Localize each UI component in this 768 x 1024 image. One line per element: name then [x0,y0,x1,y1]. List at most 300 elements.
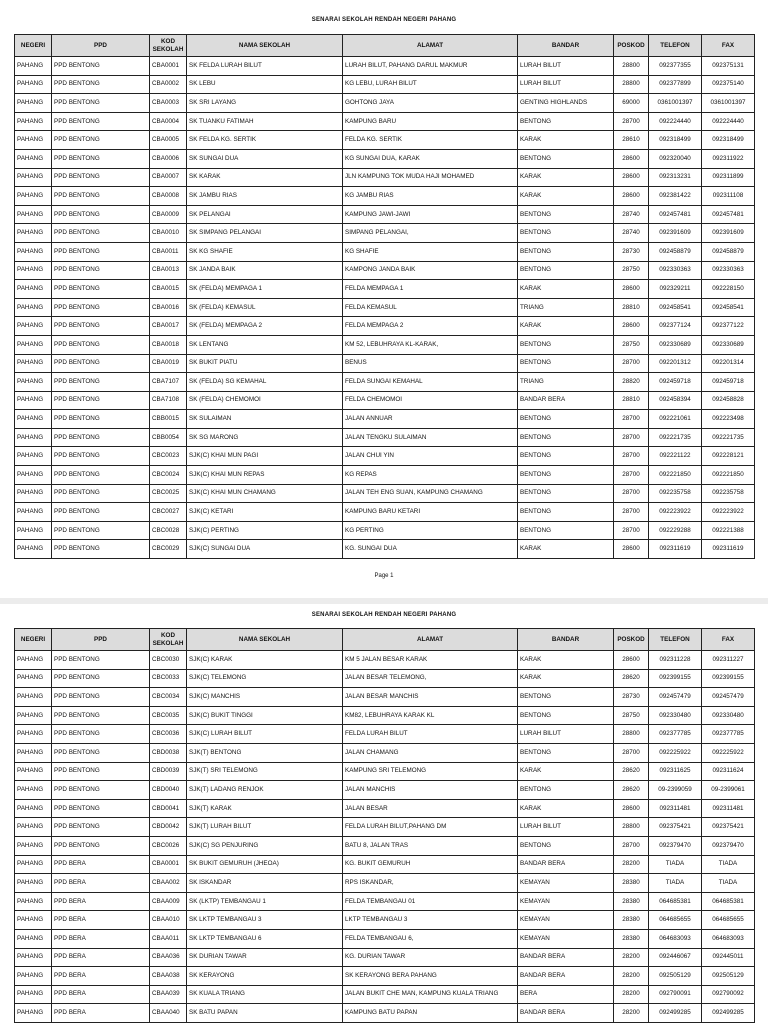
cell-fax: 092311619 [702,540,755,559]
cell-nama-sekolah: SJK(T) SRI TELEMONG [187,762,343,781]
cell-nama-sekolah: SK LENTANG [187,335,343,354]
table-row [15,651,755,670]
cell-fax: TIADA [702,855,755,874]
document-page-2 [0,604,768,1024]
cell-telefon: TIADA [649,855,702,874]
cell-ppd: PPD BENTONG [52,224,150,243]
cell-kod-sekolah: CBC0026 [150,836,187,855]
cell-negeri: PAHANG [15,187,52,206]
table-row [15,187,755,206]
cell-negeri: PAHANG [15,874,52,893]
cell-alamat: RPS ISKANDAR, [343,874,518,893]
cell-bandar: KARAK [518,131,614,150]
cell-kod-sekolah: CBA0017 [150,317,187,336]
cell-poskod: 28700 [614,447,649,466]
cell-kod-sekolah: CBA0005 [150,131,187,150]
cell-alamat: KG PERTING [343,521,518,540]
cell-nama-sekolah: SJK(C) KARAK [187,651,343,670]
cell-fax: TIADA [702,874,755,893]
cell-bandar: BENTONG [518,503,614,522]
cell-negeri: PAHANG [15,298,52,317]
cell-fax: 092457479 [702,688,755,707]
cell-alamat: KG REPAS [343,466,518,485]
cell-ppd: PPD BERA [52,1004,150,1023]
cell-telefon: 064685381 [649,892,702,911]
cell-fax: 092330689 [702,335,755,354]
table-row [15,985,755,1004]
cell-telefon: 092311228 [649,651,702,670]
cell-ppd: PPD BERA [52,855,150,874]
cell-alamat: GOHTONG JAYA [343,94,518,113]
cell-poskod: 28380 [614,911,649,930]
cell-telefon: 092375421 [649,818,702,837]
cell-alamat: KG SHAFIE [343,242,518,261]
cell-nama-sekolah: SK SG MARONG [187,428,343,447]
cell-alamat: JALAN TENGKU SULAIMAN [343,428,518,447]
table-row [15,503,755,522]
cell-fax: 064685381 [702,892,755,911]
cell-nama-sekolah: SK KG SHAFIE [187,242,343,261]
cell-alamat: KAMPUNG JAWI-JAWI [343,205,518,224]
cell-nama-sekolah: SK (FELDA) MEMPAGA 1 [187,280,343,299]
cell-poskod: 28820 [614,373,649,392]
table-row [15,205,755,224]
cell-nama-sekolah: SJK(C) KHAI MUN REPAS [187,466,343,485]
table-body [15,57,755,559]
cell-kod-sekolah: CBB0054 [150,428,187,447]
cell-fax: 092330363 [702,261,755,280]
cell-telefon: 09-2399059 [649,781,702,800]
cell-ppd: PPD BENTONG [52,354,150,373]
cell-kod-sekolah: CBAA040 [150,1004,187,1023]
cell-poskod: 28730 [614,688,649,707]
table-row [15,799,755,818]
cell-nama-sekolah: SK JAMBU RIAS [187,187,343,206]
cell-ppd: PPD BENTONG [52,799,150,818]
cell-bandar: LURAH BILUT [518,725,614,744]
column-header-alamat: ALAMAT [343,629,518,651]
cell-ppd: PPD BENTONG [52,187,150,206]
cell-kod-sekolah: CBD0041 [150,799,187,818]
cell-negeri: PAHANG [15,929,52,948]
column-header-kod-sekolah: KOD SEKOLAH [150,35,187,57]
cell-negeri: PAHANG [15,985,52,1004]
cell-poskod: 28800 [614,725,649,744]
cell-kod-sekolah: CBAA011 [150,929,187,948]
cell-fax: 092311481 [702,799,755,818]
cell-bandar: TRIANG [518,298,614,317]
cell-negeri: PAHANG [15,354,52,373]
table-row [15,280,755,299]
school-table [14,628,755,1023]
cell-poskod: 28600 [614,317,649,336]
cell-ppd: PPD BENTONG [52,131,150,150]
cell-ppd: PPD BERA [52,967,150,986]
cell-nama-sekolah: SK BATU PAPAN [187,1004,343,1023]
table-row [15,521,755,540]
cell-bandar: BANDAR BERA [518,1004,614,1023]
cell-alamat: FELDA LURAH BILUT,PAHANG DM [343,818,518,837]
cell-fax: 092375421 [702,818,755,837]
cell-kod-sekolah: CBAA002 [150,874,187,893]
cell-bandar: GENTING HIGHLANDS [518,94,614,113]
cell-kod-sekolah: CBA0006 [150,149,187,168]
cell-nama-sekolah: SJK(C) LURAH BILUT [187,725,343,744]
cell-ppd: PPD BENTONG [52,317,150,336]
cell-kod-sekolah: CBC0024 [150,466,187,485]
cell-alamat: KG SUNGAI DUA, KARAK [343,149,518,168]
cell-negeri: PAHANG [15,168,52,187]
cell-ppd: PPD BENTONG [52,391,150,410]
cell-nama-sekolah: SK BUKIT PIATU [187,354,343,373]
cell-negeri: PAHANG [15,131,52,150]
table-row [15,168,755,187]
cell-alamat: LKTP TEMBANGAU 3 [343,911,518,930]
cell-nama-sekolah: SK JANDA BAIK [187,261,343,280]
cell-nama-sekolah: SK FELDA KG. SERTIK [187,131,343,150]
table-row [15,818,755,837]
cell-poskod: 28730 [614,242,649,261]
cell-negeri: PAHANG [15,410,52,429]
cell-telefon: 092235758 [649,484,702,503]
cell-ppd: PPD BENTONG [52,503,150,522]
cell-telefon: 064685655 [649,911,702,930]
cell-bandar: BANDAR BERA [518,855,614,874]
table-body [15,651,755,1023]
cell-alamat: KG LEBU, LURAH BILUT [343,75,518,94]
cell-telefon: 092330689 [649,335,702,354]
cell-poskod: 28700 [614,428,649,447]
cell-negeri: PAHANG [15,261,52,280]
cell-alamat: JALAN BESAR TELEMONG, [343,669,518,688]
table-row [15,224,755,243]
column-header-poskod: POSKOD [614,35,649,57]
cell-bandar: BENTONG [518,484,614,503]
cell-telefon: 092458879 [649,242,702,261]
cell-fax: 092201314 [702,354,755,373]
cell-poskod: 28700 [614,466,649,485]
table-header-row [15,35,755,57]
cell-telefon: 092330480 [649,706,702,725]
cell-nama-sekolah: SK LEBU [187,75,343,94]
cell-kod-sekolah: CBA0008 [150,187,187,206]
table-row [15,335,755,354]
cell-negeri: PAHANG [15,373,52,392]
cell-fax: 092375131 [702,57,755,76]
cell-bandar: LURAH BILUT [518,75,614,94]
cell-kod-sekolah: CBA0018 [150,335,187,354]
cell-poskod: 28200 [614,948,649,967]
table-row [15,373,755,392]
cell-nama-sekolah: SJK(C) KHAI MUN PAGI [187,447,343,466]
cell-alamat: FELDA KEMASUL [343,298,518,317]
cell-ppd: PPD BENTONG [52,706,150,725]
cell-nama-sekolah: SK LKTP TEMBANGAU 6 [187,929,343,948]
table-row [15,112,755,131]
cell-ppd: PPD BENTONG [52,373,150,392]
column-header-negeri: NEGERI [15,629,52,651]
cell-alamat: KM 5 JALAN BESAR KARAK [343,651,518,670]
cell-negeri: PAHANG [15,1004,52,1023]
cell-poskod: 28740 [614,205,649,224]
cell-kod-sekolah: CBD0042 [150,818,187,837]
column-header-nama-sekolah: NAMA SEKOLAH [187,629,343,651]
cell-fax: 092311108 [702,187,755,206]
cell-poskod: 28600 [614,651,649,670]
table-row [15,874,755,893]
cell-poskod: 28810 [614,391,649,410]
cell-fax: 092499285 [702,1004,755,1023]
cell-poskod: 28200 [614,985,649,1004]
column-header-ppd: PPD [52,629,150,651]
cell-ppd: PPD BENTONG [52,836,150,855]
cell-ppd: PPD BENTONG [52,743,150,762]
cell-bandar: BENTONG [518,242,614,261]
cell-alamat: FELDA CHEMOMOI [343,391,518,410]
cell-kod-sekolah: CBD0038 [150,743,187,762]
cell-bandar: KARAK [518,187,614,206]
cell-telefon: 092377124 [649,317,702,336]
cell-negeri: PAHANG [15,391,52,410]
cell-ppd: PPD BENTONG [52,651,150,670]
cell-telefon: 092499285 [649,1004,702,1023]
column-header-fax: FAX [702,629,755,651]
cell-negeri: PAHANG [15,725,52,744]
cell-alamat: SK KERAYONG BERA PAHANG [343,967,518,986]
cell-poskod: 28810 [614,298,649,317]
cell-poskod: 28700 [614,836,649,855]
cell-kod-sekolah: CBC0033 [150,669,187,688]
cell-kod-sekolah: CBA0007 [150,168,187,187]
cell-ppd: PPD BENTONG [52,410,150,429]
cell-bandar: BENTONG [518,354,614,373]
cell-alamat: SIMPANG PELANGAI, [343,224,518,243]
table-row [15,706,755,725]
cell-negeri: PAHANG [15,836,52,855]
cell-fax: 092221388 [702,521,755,540]
table-row [15,131,755,150]
cell-fax: 092225922 [702,743,755,762]
cell-negeri: PAHANG [15,484,52,503]
cell-kod-sekolah: CBC0035 [150,706,187,725]
cell-negeri: PAHANG [15,911,52,930]
cell-ppd: PPD BENTONG [52,669,150,688]
cell-bandar: BENTONG [518,335,614,354]
cell-poskod: 28620 [614,762,649,781]
cell-alamat: JALAN BESAR [343,799,518,818]
cell-kod-sekolah: CBC0036 [150,725,187,744]
cell-bandar: KARAK [518,540,614,559]
cell-negeri: PAHANG [15,317,52,336]
table-row [15,967,755,986]
cell-alamat: JALAN CHUI YIN [343,447,518,466]
cell-telefon: 092311619 [649,540,702,559]
cell-kod-sekolah: CBAA039 [150,985,187,1004]
cell-bandar: BENTONG [518,261,614,280]
table-row [15,929,755,948]
cell-bandar: BENTONG [518,428,614,447]
cell-fax: 092228121 [702,447,755,466]
cell-alamat: KM 52, LEBUHRAYA KL-KARAK, [343,335,518,354]
cell-kod-sekolah: CBC0029 [150,540,187,559]
cell-alamat: JALAN ANNUAR [343,410,518,429]
cell-nama-sekolah: SJK(T) BENTONG [187,743,343,762]
cell-poskod: 28750 [614,706,649,725]
cell-nama-sekolah: SJK(T) KARAK [187,799,343,818]
cell-alamat: FELDA SUNGAI KEMAHAL [343,373,518,392]
cell-telefon: 092457481 [649,205,702,224]
table-row [15,781,755,800]
cell-poskod: 28800 [614,57,649,76]
cell-negeri: PAHANG [15,335,52,354]
cell-bandar: TRIANG [518,373,614,392]
cell-ppd: PPD BERA [52,892,150,911]
cell-bandar: BANDAR BERA [518,967,614,986]
cell-fax: 092377785 [702,725,755,744]
column-header-fax: FAX [702,35,755,57]
cell-negeri: PAHANG [15,688,52,707]
cell-fax: 092445011 [702,948,755,967]
column-header-bandar: BANDAR [518,35,614,57]
cell-telefon: 092505129 [649,967,702,986]
cell-poskod: 28700 [614,410,649,429]
cell-ppd: PPD BENTONG [52,94,150,113]
cell-kod-sekolah: CBB0015 [150,410,187,429]
cell-bandar: BENTONG [518,205,614,224]
cell-ppd: PPD BENTONG [52,466,150,485]
cell-fax: 0361001397 [702,94,755,113]
cell-ppd: PPD BENTONG [52,280,150,299]
cell-kod-sekolah: CBC0034 [150,688,187,707]
cell-bandar: KEMAYAN [518,911,614,930]
cell-kod-sekolah: CBA0010 [150,224,187,243]
table-row [15,428,755,447]
cell-poskod: 28750 [614,261,649,280]
cell-kod-sekolah: CBC0027 [150,503,187,522]
cell-fax: 092311922 [702,149,755,168]
cell-telefon: 092221122 [649,447,702,466]
cell-bandar: BENTONG [518,447,614,466]
table-row [15,317,755,336]
cell-negeri: PAHANG [15,205,52,224]
cell-poskod: 28600 [614,540,649,559]
table-row [15,836,755,855]
cell-telefon: 092377785 [649,725,702,744]
table-row [15,1004,755,1023]
cell-poskod: 28700 [614,503,649,522]
cell-negeri: PAHANG [15,149,52,168]
cell-telefon: 092221735 [649,428,702,447]
table-row [15,298,755,317]
cell-fax: 092375140 [702,75,755,94]
cell-fax: 092311624 [702,762,755,781]
cell-ppd: PPD BENTONG [52,484,150,503]
page-title: SENARAI SEKOLAH RENDAH NEGERI PAHANG [311,612,457,618]
cell-fax: 092311227 [702,651,755,670]
cell-negeri: PAHANG [15,75,52,94]
cell-ppd: PPD BENTONG [52,261,150,280]
cell-negeri: PAHANG [15,651,52,670]
cell-kod-sekolah: CBC0030 [150,651,187,670]
cell-nama-sekolah: SK FELDA LURAH BILUT [187,57,343,76]
cell-ppd: PPD BENTONG [52,447,150,466]
cell-kod-sekolah: CBA7107 [150,373,187,392]
cell-poskod: 28740 [614,224,649,243]
cell-telefon: 092458541 [649,298,702,317]
cell-telefon: 092377899 [649,75,702,94]
cell-kod-sekolah: CBA0003 [150,94,187,113]
cell-nama-sekolah: SK KARAK [187,168,343,187]
cell-nama-sekolah: SK (LKTP) TEMBANGAU 1 [187,892,343,911]
cell-alamat: FELDA TEMBANGAU 01 [343,892,518,911]
cell-kod-sekolah: CBAA009 [150,892,187,911]
cell-nama-sekolah: SK SUNGAI DUA [187,149,343,168]
cell-negeri: PAHANG [15,521,52,540]
cell-fax: 092228150 [702,280,755,299]
cell-telefon: 092311625 [649,762,702,781]
cell-negeri: PAHANG [15,892,52,911]
cell-poskod: 28620 [614,781,649,800]
cell-negeri: PAHANG [15,224,52,243]
cell-kod-sekolah: CBA0004 [150,112,187,131]
cell-alamat: FELDA MEMPAGA 1 [343,280,518,299]
cell-fax: 09-2399061 [702,781,755,800]
column-header-bandar: BANDAR [518,629,614,651]
cell-poskod: 28600 [614,799,649,818]
cell-alamat: KG. DURIAN TAWAR [343,948,518,967]
cell-bandar: BENTONG [518,112,614,131]
cell-alamat: KG. SUNGAI DUA [343,540,518,559]
cell-nama-sekolah: SK SRI LAYANG [187,94,343,113]
cell-alamat: KAMPUNG SRI TELEMONG [343,762,518,781]
table-row [15,743,755,762]
cell-alamat: BATU 8, JALAN TRAS [343,836,518,855]
cell-ppd: PPD BENTONG [52,57,150,76]
cell-telefon: 092790091 [649,985,702,1004]
cell-fax: 092459718 [702,373,755,392]
cell-ppd: PPD BERA [52,874,150,893]
cell-telefon: 092458394 [649,391,702,410]
cell-nama-sekolah: SK KUALA TRIANG [187,985,343,1004]
school-table [14,34,755,559]
table-row [15,688,755,707]
cell-poskod: 28620 [614,669,649,688]
cell-poskod: 28200 [614,1004,649,1023]
cell-fax: 092318499 [702,131,755,150]
cell-ppd: PPD BENTONG [52,428,150,447]
table-row [15,911,755,930]
cell-bandar: BENTONG [518,149,614,168]
table-row [15,725,755,744]
cell-bandar: BERA [518,985,614,1004]
cell-fax: 092399155 [702,669,755,688]
cell-negeri: PAHANG [15,799,52,818]
cell-alamat: KM82, LEBUHRAYA KARAK KL [343,706,518,725]
cell-telefon: 092224440 [649,112,702,131]
table-row [15,57,755,76]
cell-poskod: 28700 [614,484,649,503]
cell-negeri: PAHANG [15,743,52,762]
cell-kod-sekolah: CBA0019 [150,354,187,373]
cell-telefon: 092221850 [649,466,702,485]
cell-fax: 092223922 [702,503,755,522]
cell-poskod: 28800 [614,818,649,837]
cell-kod-sekolah: CBA0009 [150,205,187,224]
cell-telefon: 092457479 [649,688,702,707]
cell-fax: 064685655 [702,911,755,930]
cell-poskod: 28600 [614,149,649,168]
cell-alamat: KAMPONG JANDA BAIK [343,261,518,280]
